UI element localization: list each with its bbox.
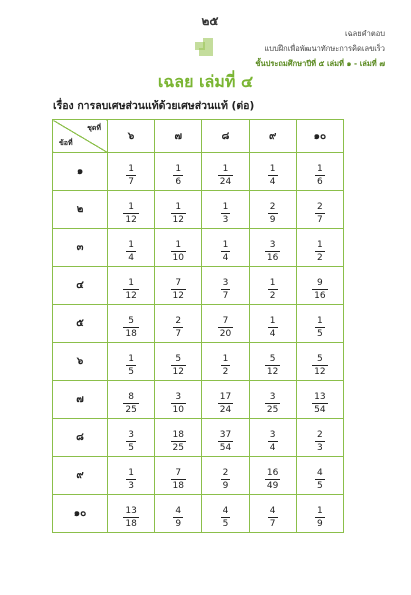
numerator: 1 bbox=[175, 202, 182, 212]
numerator: 2 bbox=[317, 430, 323, 440]
fraction bbox=[221, 240, 231, 263]
numerator: 13 bbox=[314, 392, 326, 402]
denominator: 9 bbox=[317, 519, 323, 529]
numerator: 5 bbox=[317, 354, 323, 364]
set-label: ชุดที่ bbox=[87, 124, 101, 132]
answer-cell bbox=[202, 267, 249, 305]
numerator: 4 bbox=[269, 506, 276, 516]
fraction-bar bbox=[315, 479, 325, 480]
answer-cell bbox=[108, 419, 155, 457]
fraction bbox=[126, 164, 136, 187]
row-header: ๕ bbox=[53, 305, 108, 343]
answer-cell bbox=[155, 153, 202, 191]
numerator: 1 bbox=[317, 164, 323, 174]
fraction-bar bbox=[218, 175, 233, 176]
fraction-bar bbox=[171, 479, 186, 480]
numerator: 1 bbox=[175, 164, 182, 174]
denominator: 4 bbox=[269, 177, 276, 187]
page-number: ๒๕ bbox=[201, 14, 219, 28]
answer-cell bbox=[108, 495, 155, 533]
answer-cell bbox=[296, 457, 343, 495]
denominator: 10 bbox=[172, 253, 184, 263]
answer-cell bbox=[296, 381, 343, 419]
table-row bbox=[53, 495, 344, 533]
fraction-bar bbox=[218, 403, 233, 404]
numerator: 7 bbox=[175, 278, 182, 288]
answer-cell bbox=[296, 419, 343, 457]
fraction-bar bbox=[173, 517, 183, 518]
row-header: ๗ bbox=[53, 381, 108, 419]
numerator: 1 bbox=[269, 164, 276, 174]
answer-cell bbox=[296, 153, 343, 191]
fraction-bar bbox=[268, 441, 278, 442]
denominator: 54 bbox=[314, 405, 326, 415]
answer-cell bbox=[108, 153, 155, 191]
fraction-bar bbox=[171, 289, 186, 290]
row-header: ๓ bbox=[53, 229, 108, 267]
denominator: 9 bbox=[269, 215, 276, 225]
denominator: 2 bbox=[269, 291, 276, 301]
page-title: เฉลย เล่มที่ ๔ bbox=[157, 72, 254, 91]
fraction bbox=[268, 164, 278, 187]
fraction-bar bbox=[268, 517, 278, 518]
denominator: 3 bbox=[128, 481, 134, 491]
answer-cell bbox=[202, 495, 249, 533]
denominator: 7 bbox=[269, 519, 276, 529]
table-row bbox=[53, 305, 344, 343]
table-row bbox=[53, 343, 344, 381]
fraction-bar bbox=[126, 479, 136, 480]
fraction bbox=[126, 468, 136, 491]
numerator: 1 bbox=[128, 164, 134, 174]
denominator: 3 bbox=[317, 443, 323, 453]
denominator: 4 bbox=[222, 253, 229, 263]
answer-cell bbox=[202, 343, 249, 381]
fraction bbox=[218, 392, 233, 415]
numerator: 4 bbox=[222, 506, 229, 516]
denominator: 12 bbox=[314, 367, 326, 377]
fraction-bar bbox=[315, 441, 325, 442]
answer-cell bbox=[155, 305, 202, 343]
fraction bbox=[221, 202, 231, 225]
answer-cell bbox=[155, 381, 202, 419]
answer-cell bbox=[202, 229, 249, 267]
fraction-bar bbox=[221, 517, 231, 518]
denominator: 5 bbox=[317, 481, 323, 491]
fraction bbox=[173, 316, 183, 339]
denominator: 3 bbox=[222, 215, 229, 225]
numerator: 1 bbox=[128, 468, 134, 478]
denominator: 5 bbox=[128, 443, 134, 453]
numerator: 37 bbox=[219, 430, 232, 440]
fraction bbox=[126, 430, 136, 453]
denominator: 12 bbox=[172, 291, 184, 301]
fraction bbox=[268, 202, 278, 225]
numerator: 3 bbox=[269, 392, 276, 402]
fraction-bar bbox=[312, 289, 327, 290]
denominator: 24 bbox=[219, 405, 232, 415]
fraction-bar bbox=[268, 175, 278, 176]
answer-cell bbox=[249, 191, 296, 229]
answer-cell bbox=[155, 343, 202, 381]
fraction bbox=[126, 240, 136, 263]
fraction-bar bbox=[315, 251, 325, 252]
denominator: 7 bbox=[128, 177, 134, 187]
answer-cell bbox=[202, 419, 249, 457]
numerator: 1 bbox=[128, 278, 134, 288]
numerator: 1 bbox=[269, 278, 276, 288]
fraction bbox=[312, 392, 327, 415]
denominator: 7 bbox=[175, 329, 182, 339]
answer-cell bbox=[249, 495, 296, 533]
fraction-bar bbox=[221, 213, 231, 214]
fraction bbox=[268, 278, 278, 301]
fraction-bar bbox=[218, 441, 233, 442]
denominator: 6 bbox=[317, 177, 323, 187]
column-header: ๘ bbox=[202, 120, 249, 153]
row-header: ๙ bbox=[53, 457, 108, 495]
fraction bbox=[315, 430, 325, 453]
row-header: ๑๐ bbox=[53, 495, 108, 533]
fraction-bar bbox=[171, 251, 186, 252]
page-subtitle: เรื่อง การลบเศษส่วนแท้ด้วยเศษส่วนแท้ (ต่อ) bbox=[53, 100, 255, 112]
denominator: 25 bbox=[172, 443, 184, 453]
fraction bbox=[312, 278, 327, 301]
fraction-bar bbox=[171, 441, 186, 442]
fraction bbox=[221, 278, 231, 301]
denominator: 12 bbox=[125, 291, 137, 301]
table-row bbox=[53, 267, 344, 305]
denominator: 25 bbox=[125, 405, 137, 415]
numerator: 2 bbox=[269, 202, 276, 212]
numerator: 5 bbox=[128, 316, 134, 326]
numerator: 1 bbox=[317, 506, 323, 516]
fraction bbox=[221, 506, 231, 529]
table-row bbox=[53, 191, 344, 229]
fraction-bar bbox=[173, 175, 183, 176]
numerator: 1 bbox=[222, 354, 229, 364]
numerator: 1 bbox=[317, 240, 323, 250]
fraction bbox=[315, 202, 325, 225]
numerator: 3 bbox=[222, 278, 229, 288]
numerator: 4 bbox=[175, 506, 182, 516]
fraction bbox=[123, 316, 138, 339]
fraction bbox=[123, 202, 138, 225]
numerator: 2 bbox=[222, 468, 229, 478]
fraction bbox=[315, 164, 325, 187]
answer-cell bbox=[108, 191, 155, 229]
answer-cell bbox=[249, 457, 296, 495]
answer-cell bbox=[108, 457, 155, 495]
fraction-bar bbox=[171, 365, 186, 366]
fraction bbox=[123, 506, 138, 529]
fraction-bar bbox=[126, 251, 136, 252]
fraction-bar bbox=[315, 213, 325, 214]
answer-cell bbox=[249, 153, 296, 191]
denominator: 12 bbox=[266, 367, 279, 377]
fraction-bar bbox=[221, 365, 231, 366]
numerator: 7 bbox=[175, 468, 182, 478]
answer-cell bbox=[202, 153, 249, 191]
table-row bbox=[53, 153, 344, 191]
row-header: ๑ bbox=[53, 153, 108, 191]
table-corner-cell bbox=[53, 120, 108, 153]
denominator: 2 bbox=[317, 253, 323, 263]
numerator: 5 bbox=[175, 354, 182, 364]
answer-cell bbox=[108, 267, 155, 305]
denominator: 54 bbox=[219, 443, 232, 453]
table-row bbox=[53, 457, 344, 495]
column-header: ๑๐ bbox=[296, 120, 343, 153]
fraction bbox=[171, 430, 186, 453]
fraction-bar bbox=[315, 327, 325, 328]
answer-label: เฉลยคำตอบ bbox=[344, 29, 385, 38]
fraction bbox=[123, 392, 138, 415]
answer-cell bbox=[249, 229, 296, 267]
answer-cell bbox=[249, 381, 296, 419]
answer-cell bbox=[296, 229, 343, 267]
denominator: 16 bbox=[314, 291, 326, 301]
numerator: 3 bbox=[128, 430, 134, 440]
book-subtitle: ชั้นประถมศึกษาปีที่ ๕ เล่มที่ ๑ - เล่มที่ ๗ bbox=[255, 59, 385, 68]
numerator: 1 bbox=[128, 202, 134, 212]
fraction-bar bbox=[265, 365, 280, 366]
fraction-bar bbox=[126, 175, 136, 176]
row-header: ๘ bbox=[53, 419, 108, 457]
denominator: 18 bbox=[125, 519, 137, 529]
fraction bbox=[265, 468, 280, 491]
fraction bbox=[218, 430, 233, 453]
row-header: ๒ bbox=[53, 191, 108, 229]
fraction bbox=[171, 354, 186, 377]
fraction bbox=[221, 354, 231, 377]
fraction-bar bbox=[123, 327, 138, 328]
fraction-bar bbox=[218, 327, 233, 328]
fraction bbox=[315, 506, 325, 529]
fraction bbox=[221, 468, 231, 491]
fraction-bar bbox=[171, 403, 186, 404]
denominator: 7 bbox=[317, 215, 323, 225]
numerator: 8 bbox=[128, 392, 134, 402]
numerator: 18 bbox=[172, 430, 184, 440]
fraction-bar bbox=[221, 251, 231, 252]
table-row bbox=[53, 381, 344, 419]
denominator: 9 bbox=[222, 481, 229, 491]
answer-cell bbox=[108, 229, 155, 267]
numerator: 4 bbox=[317, 468, 323, 478]
denominator: 7 bbox=[222, 291, 229, 301]
fraction-bar bbox=[315, 517, 325, 518]
answer-cell bbox=[296, 495, 343, 533]
answer-cell bbox=[296, 343, 343, 381]
decorative-leaf-icon bbox=[195, 36, 221, 58]
answer-table bbox=[52, 119, 344, 533]
answer-cell bbox=[108, 305, 155, 343]
answer-cell bbox=[296, 191, 343, 229]
fraction bbox=[268, 430, 278, 453]
numerator: 1 bbox=[222, 240, 229, 250]
numerator: 2 bbox=[175, 316, 182, 326]
denominator: 2 bbox=[222, 367, 229, 377]
denominator: 5 bbox=[317, 329, 323, 339]
fraction bbox=[218, 316, 233, 339]
column-header: ๖ bbox=[108, 120, 155, 153]
fraction bbox=[312, 354, 327, 377]
fraction bbox=[315, 316, 325, 339]
numerator: 3 bbox=[269, 430, 276, 440]
denominator: 5 bbox=[128, 367, 134, 377]
column-header: ๗ bbox=[155, 120, 202, 153]
fraction bbox=[265, 354, 280, 377]
numerator: 16 bbox=[266, 468, 279, 478]
denominator: 49 bbox=[266, 481, 279, 491]
numerator: 1 bbox=[128, 354, 134, 364]
answer-cell bbox=[202, 381, 249, 419]
denominator: 16 bbox=[266, 253, 279, 263]
answer-cell bbox=[202, 457, 249, 495]
denominator: 9 bbox=[175, 519, 182, 529]
denominator: 12 bbox=[172, 215, 184, 225]
table-row bbox=[53, 229, 344, 267]
denominator: 12 bbox=[125, 215, 137, 225]
fraction bbox=[315, 240, 325, 263]
denominator: 25 bbox=[266, 405, 279, 415]
fraction-bar bbox=[173, 327, 183, 328]
answer-cell bbox=[155, 229, 202, 267]
answer-cell bbox=[155, 457, 202, 495]
denominator: 18 bbox=[125, 329, 137, 339]
denominator: 10 bbox=[172, 405, 184, 415]
fraction-bar bbox=[126, 441, 136, 442]
numerator: 13 bbox=[125, 506, 137, 516]
answer-cell bbox=[155, 267, 202, 305]
answer-cell bbox=[296, 267, 343, 305]
fraction-bar bbox=[312, 403, 327, 404]
numerator: 1 bbox=[128, 240, 134, 250]
fraction-bar bbox=[312, 365, 327, 366]
fraction bbox=[265, 392, 280, 415]
fraction-bar bbox=[123, 213, 138, 214]
row-header: ๔ bbox=[53, 267, 108, 305]
denominator: 6 bbox=[175, 177, 182, 187]
fraction bbox=[171, 468, 186, 491]
fraction-bar bbox=[221, 479, 231, 480]
fraction bbox=[171, 202, 186, 225]
denominator: 4 bbox=[269, 329, 276, 339]
fraction bbox=[126, 354, 136, 377]
fraction-bar bbox=[268, 289, 278, 290]
fraction-bar bbox=[126, 365, 136, 366]
answer-cell bbox=[296, 305, 343, 343]
fraction bbox=[315, 468, 325, 491]
answer-cell bbox=[249, 419, 296, 457]
fraction-bar bbox=[123, 289, 138, 290]
fraction bbox=[123, 278, 138, 301]
fraction bbox=[218, 164, 233, 187]
fraction-bar bbox=[268, 213, 278, 214]
book-title: แบบฝึกเพื่อพัฒนาทักษะการคิดเลขเร็ว bbox=[264, 44, 385, 53]
numerator: 1 bbox=[222, 202, 229, 212]
numerator: 1 bbox=[269, 316, 276, 326]
answer-cell bbox=[108, 381, 155, 419]
numerator: 1 bbox=[317, 316, 323, 326]
fraction-bar bbox=[171, 213, 186, 214]
fraction-bar bbox=[315, 175, 325, 176]
numerator: 1 bbox=[222, 164, 229, 174]
table-header-row bbox=[53, 120, 344, 153]
fraction bbox=[171, 240, 186, 263]
fraction bbox=[268, 316, 278, 339]
answer-cell bbox=[202, 191, 249, 229]
numerator: 2 bbox=[317, 202, 323, 212]
answer-cell bbox=[249, 267, 296, 305]
fraction-bar bbox=[265, 403, 280, 404]
fraction-bar bbox=[265, 251, 280, 252]
item-label: ข้อที่ bbox=[59, 139, 73, 147]
book-header bbox=[255, 26, 385, 71]
denominator: 20 bbox=[219, 329, 232, 339]
denominator: 4 bbox=[269, 443, 276, 453]
denominator: 4 bbox=[128, 253, 134, 263]
fraction-bar bbox=[268, 327, 278, 328]
fraction-bar bbox=[265, 479, 280, 480]
numerator: 3 bbox=[269, 240, 276, 250]
table-row bbox=[53, 419, 344, 457]
answer-cell bbox=[249, 305, 296, 343]
answer-cell bbox=[249, 343, 296, 381]
fraction bbox=[173, 506, 183, 529]
denominator: 5 bbox=[222, 519, 229, 529]
numerator: 7 bbox=[222, 316, 229, 326]
answer-cell bbox=[108, 343, 155, 381]
fraction bbox=[265, 240, 280, 263]
fraction bbox=[268, 506, 278, 529]
denominator: 12 bbox=[172, 367, 184, 377]
answer-cell bbox=[155, 495, 202, 533]
numerator: 3 bbox=[175, 392, 182, 402]
denominator: 18 bbox=[172, 481, 184, 491]
answer-cell bbox=[155, 191, 202, 229]
answer-cell bbox=[155, 419, 202, 457]
answer-cell bbox=[202, 305, 249, 343]
fraction bbox=[171, 392, 186, 415]
numerator: 1 bbox=[175, 240, 182, 250]
numerator: 17 bbox=[219, 392, 232, 402]
numerator: 9 bbox=[317, 278, 323, 288]
column-header: ๙ bbox=[249, 120, 296, 153]
fraction-bar bbox=[123, 517, 138, 518]
fraction-bar bbox=[123, 403, 138, 404]
fraction-bar bbox=[221, 289, 231, 290]
row-header: ๖ bbox=[53, 343, 108, 381]
fraction bbox=[173, 164, 183, 187]
fraction bbox=[171, 278, 186, 301]
denominator: 24 bbox=[219, 177, 232, 187]
numerator: 5 bbox=[269, 354, 276, 364]
